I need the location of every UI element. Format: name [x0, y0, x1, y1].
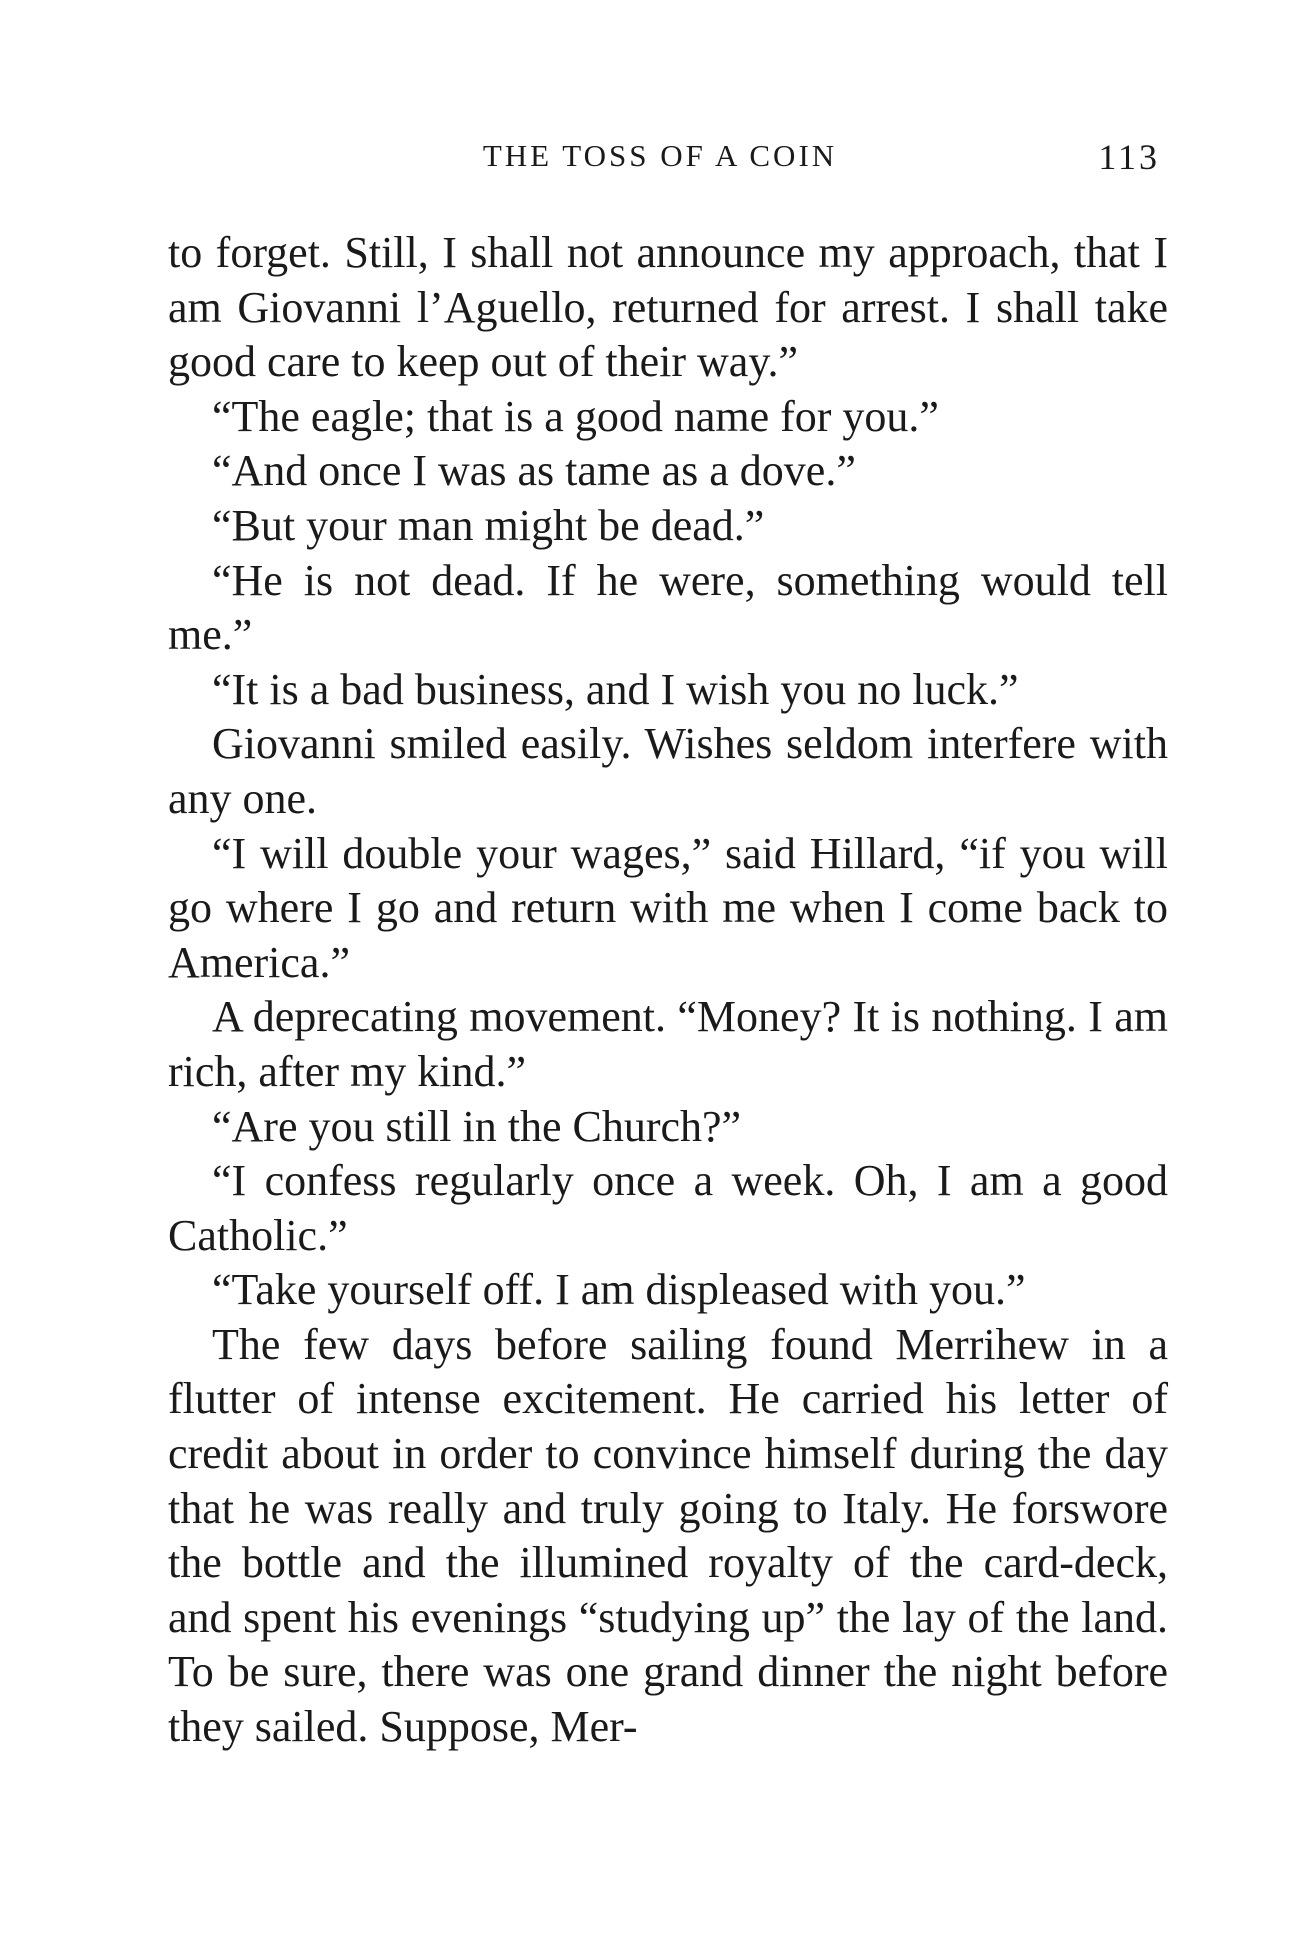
paragraph: Giovanni smiled easily. Wishes seldom interfere with any one. [168, 719, 1168, 823]
paragraph: “And once I was as tame as a dove.” [212, 446, 856, 496]
paragraph: The few days before sailing found Merrihew in a flutter of intense excitement. He carried his letter of credit about in order to convince himself during the day that he was really and truly going to Italy. He forswore the bottle and the illumined royalty of the card-deck, and spent his evenings “studying up” the lay of the land. To be sure, there was one grand dinner the night before they sailed. Suppose, Mer- [168, 1319, 1168, 1752]
paragraph: “I will double your wages,” said Hillard, “if you will go where I go and return with me when I come back to America.” [168, 828, 1168, 987]
paragraph: to forget. Still, I shall not announce my approach, that I am Giovanni l’Aguello, returned for arrest. I shall take good care to keep out of their way.” [168, 228, 1168, 387]
paragraph: “It is a bad business, and I wish you no luck.” [212, 664, 1019, 714]
paragraph: “But your man might be dead.” [212, 500, 765, 550]
paragraph: “Take yourself off. I am displeased with you.” [212, 1265, 1026, 1315]
paragraph: “I confess regularly once a week. Oh, I am a good Catholic.” [168, 1156, 1168, 1260]
running-title: THE TOSS OF A COIN [482, 138, 838, 173]
paragraph: “The eagle; that is a good name for you.” [212, 391, 939, 441]
body-text [168, 226, 1168, 1755]
paragraph: A deprecating movement. “Money? It is nothing. I am rich, after my kind.” [168, 992, 1168, 1096]
paragraph: “Are you still in the Church?” [212, 1101, 742, 1151]
page-number: 113 [1098, 137, 1160, 177]
running-head [160, 138, 1160, 186]
paragraph: “He is not dead. If he were, something would tell me.” [168, 555, 1168, 660]
